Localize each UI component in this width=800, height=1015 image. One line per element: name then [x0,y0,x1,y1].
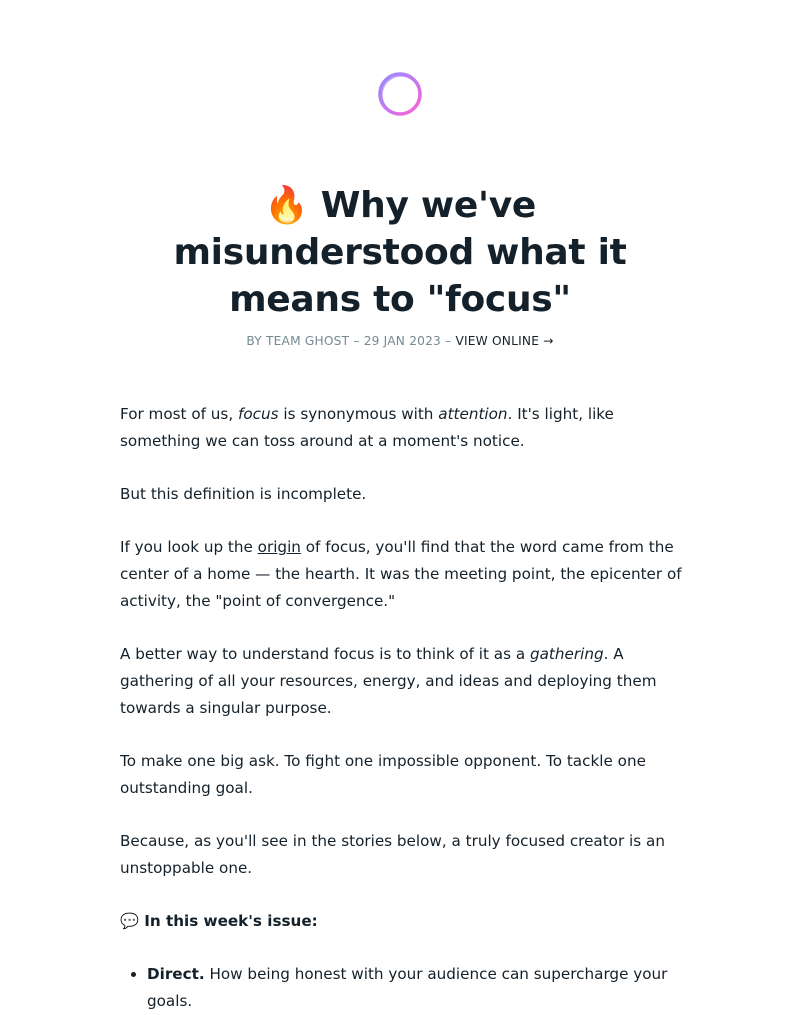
list-item [147,961,682,1015]
byline [100,333,700,349]
post-title: 🔥 Why we've misunderstood what it means to "focus" [173,185,627,320]
paragraph-1: For most of us, focus is synonymous with attention. It's light, like something we can toss around at a moment's notice. [120,405,614,450]
issue-heading: 💬 In this week's issue: [120,912,318,930]
ring-logo-icon [374,69,426,121]
issue-list [120,961,682,1015]
article-body [120,401,682,1015]
paragraph-4: A better way to understand focus is to think of it as a gathering. A gathering of all your resources, energy, and ideas and deploying them towards a singular purpose. [120,645,657,717]
emphasis-focus: focus [238,405,279,423]
list-item-text: How being honest with your audience can supercharge your goals. [147,965,668,1010]
origin-link[interactable]: origin [257,538,301,556]
paragraph-5: To make one big ask. To fight one impossible opponent. To tackle one outstanding goal. [120,752,646,797]
emphasis-attention: attention [438,405,508,423]
paragraph-6: Because, as you'll see in the stories below, a truly focused creator is an unstoppable one. [120,832,665,877]
paragraph-2: But this definition is incomplete. [120,485,367,503]
list-item-title: Direct. [147,965,205,983]
paragraph-3: If you look up the origin of focus, you'll find that the word came from the center of a home — the hearth. It was the meeting point, the epicenter of activity, the "point of convergence." [120,538,682,610]
emphasis-gathering: gathering [529,645,604,663]
byline-meta: BY TEAM GHOST – 29 JAN 2023 – [246,334,456,348]
view-online-link[interactable]: VIEW ONLINE → [455,334,554,348]
